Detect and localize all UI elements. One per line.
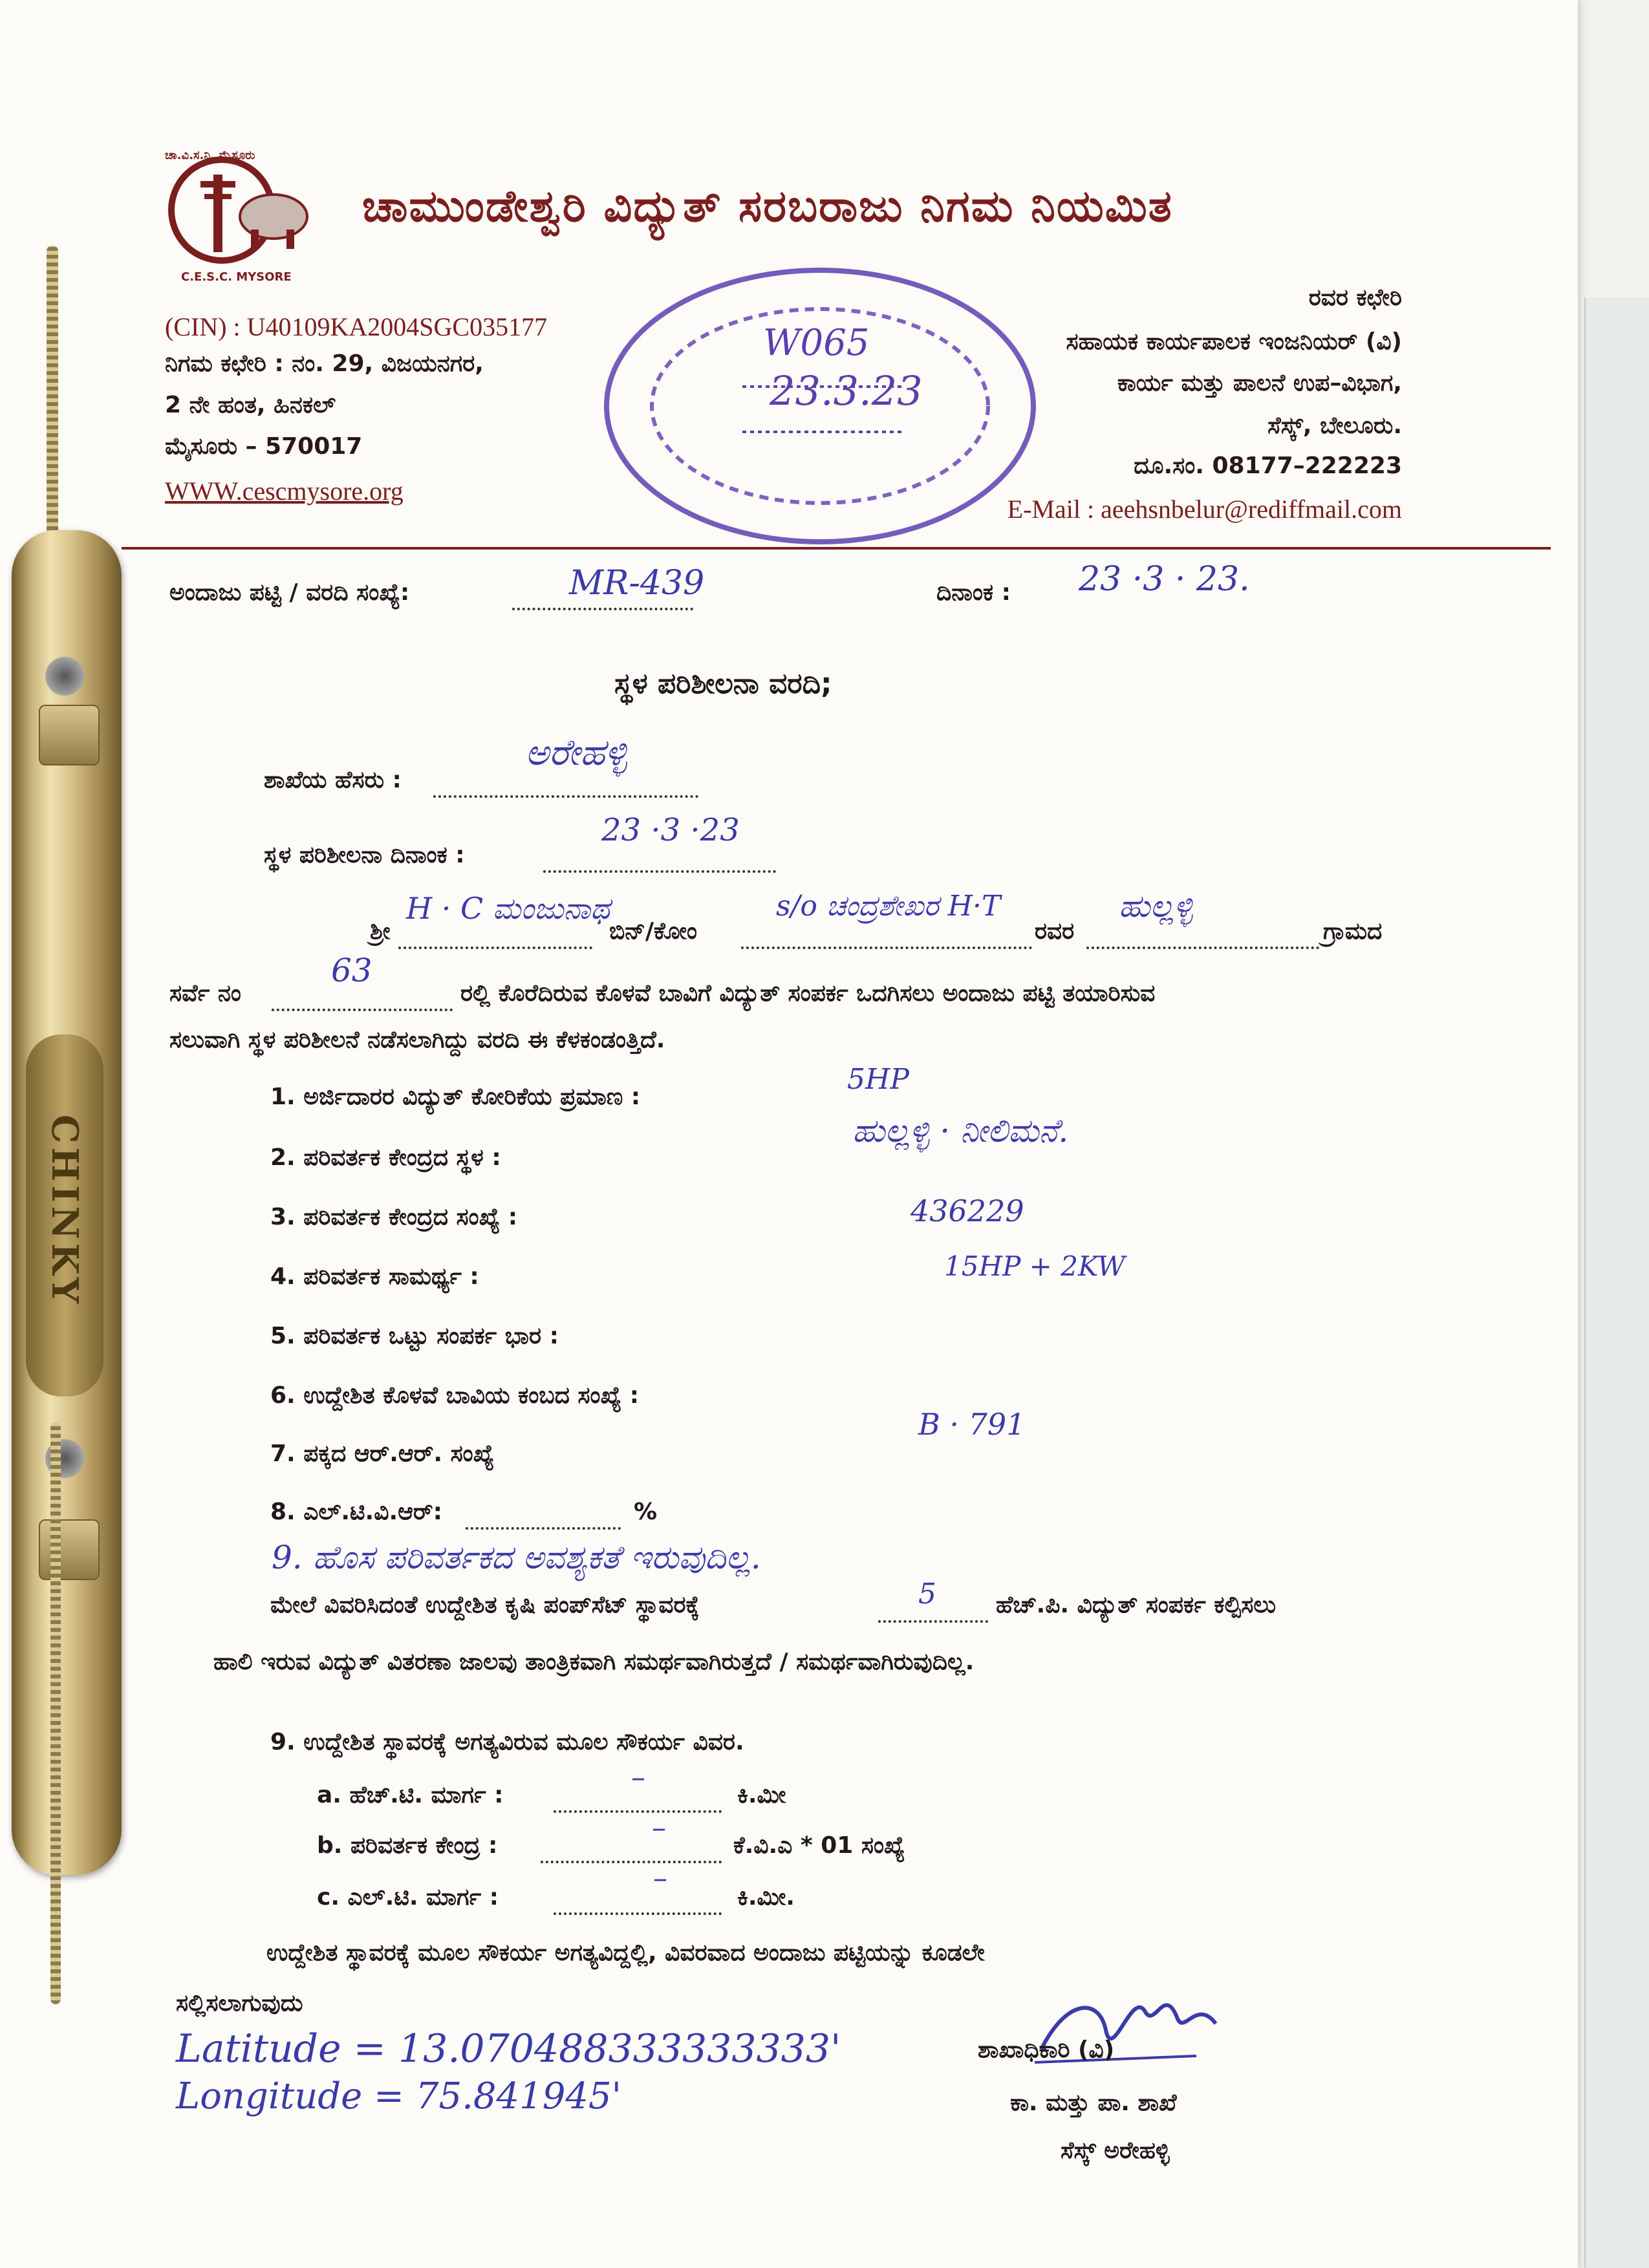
- father-dots: [741, 923, 1032, 949]
- bin-label: ಬಿನ್/ಕೋಂ: [609, 918, 697, 945]
- inspection-date: 23 ·3 ·23: [601, 812, 740, 848]
- binder-brand-plate: [26, 1034, 103, 1396]
- signatory-office: ಸೆಸ್ಕ್ ಅರೇಹಳ್ಳಿ: [1061, 2137, 1170, 2164]
- item-3-value: 436229: [911, 1193, 1024, 1228]
- lt-line-unit: ಕಿ.ಮೀ.: [737, 1884, 795, 1910]
- sri-label: ಶ್ರೀ: [370, 918, 391, 945]
- item-8-label: 8. ಎಲ್.ಟಿ.ವಿ.ಆರ್:: [270, 1499, 442, 1525]
- transformer-value: –: [652, 1812, 666, 1845]
- transformer-label: b. ಪರಿವರ್ತಕ ಕೇಂದ್ರ :: [317, 1832, 498, 1859]
- branch-label: ಶಾಖೆಯ ಹೆಸರು :: [264, 767, 402, 793]
- hp-value: 5: [918, 1578, 936, 1610]
- item-7-label: 7. ಪಕ್ಕದ ಆರ್.ಆರ್. ಸಂಖ್ಯೆ: [270, 1440, 495, 1467]
- report-title: ಸ್ಥಳ ಪರಿಶೀಲನಾ ವರದಿ;: [614, 667, 832, 700]
- applicant-name: H · C ಮಂಜುನಾಥ: [406, 891, 610, 926]
- longitude: Longitude = 75.841945': [176, 2075, 622, 2117]
- binder-rod-bottom: [50, 1422, 61, 2004]
- item-6-label: 6. ಉದ್ದೇಶಿತ ಕೊಳವೆ ಬಾವಿಯ ಕಂಬದ ಸಂಖ್ಯೆ :: [270, 1382, 640, 1409]
- paragraph-line-2: ಸಲುವಾಗಿ ಸ್ಥಳ ಪರಿಶೀಲನೆ ನಡೆಸಲಾಗಿದ್ದು ವರದಿ ಈ ಕೆಳಕಂಡಂತ್ತಿದೆ.: [169, 1027, 665, 1053]
- lt-line-dots: [554, 1889, 722, 1915]
- ravara-label: ರವರ: [1035, 918, 1075, 945]
- branch-name: ಅರೇಹಳ್ಳಿ: [525, 732, 627, 774]
- item-7-value: B · 791: [918, 1407, 1026, 1442]
- village-dots: [1086, 923, 1319, 949]
- ref-number: MR-439: [569, 564, 705, 603]
- lt-line-value: –: [653, 1862, 667, 1895]
- address-right-line-2: ಸಹಾಯಕ ಕಾರ್ಯಪಾಲಕ ಇಂಜನಿಯರ್ (ವಿ): [1066, 328, 1402, 355]
- item-2-value: ಹುಲ್ಲಳ್ಳಿ · ನೀಲಿಮನೆ.: [852, 1112, 1069, 1150]
- infrastructure-heading: 9. ಉದ್ದೇಶಿತ ಸ್ಥಾವರಕ್ಕೆ ಅಗತ್ಯವಿರುವ ಮೂಲ ಸೌಕರ್ಯ ವಿವರ.: [270, 1729, 744, 1755]
- item-1-label: 1. ಅರ್ಜಿದಾರರ ವಿದ್ಯುತ್ ಕೋರಿಕೆಯ ಪ್ರಮಾಣ :: [270, 1084, 641, 1110]
- paragraph-line-1: ರಲ್ಲಿ ಕೊರೆದಿರುವ ಕೊಳವೆ ಬಾವಿಗೆ ವಿದ್ಯುತ್ ಸಂಪರ್ಕ ಒದಗಿಸಲು ಅಂದಾಜು ಪಟ್ಟಿ ತಯಾರಿಸುವ: [460, 980, 1156, 1007]
- feasibility-line-1a: ಮೇಲೆ ವಿವರಿಸಿದಂತೆ ಉದ್ದೇಶಿತ ಕೃಷಿ ಪಂಪ್‌ಸೆಟ್ ಸ್ಥಾವರಕ್ಕೆ: [270, 1592, 700, 1618]
- closing-line-2: ಸಲ್ಲಿಸಲಾಗುವುದು: [176, 1990, 303, 2017]
- logo-caption: C.E.S.C. MYSORE: [181, 270, 292, 284]
- organisation-name: ಚಾಮುಂಡೇಶ್ವರಿ ವಿದ್ಯುತ್ ಸರಬರಾಜು ನಿಗಮ ನಿಯಮಿತ: [362, 181, 1173, 232]
- item-2-label: 2. ಪರಿವರ್ತಕ ಕೇಂದ್ರದ ಸ್ಥಳ :: [270, 1144, 501, 1171]
- survey-dots: [272, 985, 453, 1011]
- ht-line-unit: ಕಿ.ಮೀ: [737, 1782, 786, 1808]
- inspection-date-dots: [543, 844, 776, 873]
- item-1-value: 5HP: [847, 1063, 909, 1096]
- handwritten-note: 9. ಹೊಸ ಪರಿವರ್ತಕದ ಅವಶ್ಯಕತೆ ಇರುವುದಿಲ್ಲ.: [272, 1539, 761, 1576]
- stamp-date: 23.3.23: [770, 367, 923, 414]
- address-right-line-5: ದೂ.ಸಂ. 08177–222223: [1134, 453, 1402, 479]
- binder-tab-top[interactable]: [39, 705, 100, 765]
- binder-brand: CHINKY: [43, 1114, 86, 1307]
- village-name: ಹುಲ್ಲಳ್ಳಿ: [1119, 888, 1193, 925]
- latitude: Latitude = 13.070488333333333': [176, 2026, 841, 2071]
- address-left-line-2: 2 ನೇ ಹಂತ, ಹಿನಕಲ್: [165, 392, 336, 418]
- ht-line-value: –: [631, 1761, 645, 1794]
- item-5-label: 5. ಪರಿವರ್ತಕ ಒಟ್ಟು ಸಂಪರ್ಕ ಭಾರ :: [270, 1323, 559, 1349]
- gramada-label: ಗ್ರಾಮದ: [1323, 918, 1383, 945]
- email-address: E-Mail : aeehsnbelur@rediffmail.com: [1007, 495, 1402, 524]
- cesc-logo: [167, 149, 322, 284]
- stamp-number: W065: [763, 322, 870, 364]
- item-8-suffix: %: [634, 1499, 658, 1525]
- father-name: s/o ಚಂದ್ರಶೇಖರ H·T: [776, 890, 1001, 923]
- punch-hole-top: [45, 657, 84, 696]
- binder-tab-bottom[interactable]: [39, 1519, 100, 1580]
- ht-line-label: a. ಹೆಚ್.ಟಿ. ಮಾರ್ಗ :: [317, 1782, 504, 1808]
- lt-line-label: c. ಎಲ್.ಟಿ. ಮಾರ್ಗ :: [317, 1884, 499, 1910]
- ref-label: ಅಂದಾಜು ಪಟ್ಟಿ / ವರದಿ ಸಂಖ್ಯೆ:: [169, 579, 410, 606]
- report-date: 23 ·3 · 23.: [1079, 560, 1250, 599]
- signatory-title: ಶಾಖಾಧಿಕಾರಿ (ವಿ): [978, 2037, 1115, 2063]
- transformer-unit: ಕೆ.ವಿ.ಎ * 01 ಸಂಖ್ಯೆ: [733, 1832, 905, 1859]
- item-3-label: 3. ಪರಿವರ್ತಕ ಕೇಂದ್ರದ ಸಂಖ್ಯೆ :: [270, 1204, 518, 1230]
- inspection-date-label: ಸ್ಥಳ ಪರಿಶೀಲನಾ ದಿನಾಂಕ :: [264, 842, 465, 868]
- item-4-label: 4. ಪರಿವರ್ತಕ ಸಾಮರ್ಥ್ಯ :: [270, 1263, 479, 1290]
- transformer-dots: [541, 1837, 722, 1863]
- closing-line-1: ಉದ್ದೇಶಿತ ಸ್ಥಾವರಕ್ಕೆ ಮೂಲ ಸೌಕರ್ಯ ಅಗತ್ಯವಿದ್ದಲ್ಲಿ, ವಿವರವಾದ ಅಂದಾಜು ಪಟ್ಟಿಯನ್ನು ಕೂಡಲೇ: [266, 1940, 985, 1966]
- logo-arc-text: ಚಾ.ವಿ.ಸ.ನಿ, ಮೈಸೂರು: [165, 149, 255, 162]
- signatory-branch: ಕಾ. ಮತ್ತು ಪಾ. ಶಾಖೆ: [1010, 2090, 1177, 2116]
- signature: [1028, 1972, 1222, 2095]
- item-8-dots: [466, 1504, 621, 1530]
- date-label: ದಿನಾಂಕ :: [936, 579, 1011, 606]
- address-right-line-4: ಸೆಸ್ಕ್, ಬೇಲೂರು.: [1267, 412, 1402, 439]
- address-left-line-3: ಮೈಸೂರು – 570017: [165, 433, 363, 460]
- address-left-line-1: ನಿಗಮ ಕಛೇರಿ : ನಂ. 29, ವಿಜಯನಗರ,: [165, 350, 484, 377]
- applicant-dots: [398, 923, 592, 949]
- feasibility-line-2: ಹಾಲಿ ಇರುವ ವಿದ್ಯುತ್ ವಿತರಣಾ ಜಾಲವು ತಾಂತ್ರಿಕವಾಗಿ ಸಮರ್ಥವಾಗಿರುತ್ತದೆ / ಸಮರ್ಥವಾಗಿರುವುದಿಲ್ಲ.: [213, 1649, 975, 1675]
- survey-number: 63: [331, 952, 372, 989]
- survey-label: ಸರ್ವೆ ನಂ: [169, 980, 241, 1007]
- address-right-line-1: ರವರ ಕಛೇರಿ: [1308, 284, 1402, 311]
- website-link[interactable]: WWW.cescmysore.org: [165, 476, 404, 506]
- address-right-line-3: ಕಾರ್ಯ ಮತ್ತು ಪಾಲನೆ ಉಪ–ವಿಭಾಗ,: [1117, 370, 1402, 396]
- cin-number: (CIN) : U40109KA2004SGC035177: [165, 312, 548, 341]
- back-sheet-edge: [1584, 297, 1649, 2268]
- item-4-value: 15HP + 2KW: [944, 1250, 1125, 1282]
- feasibility-line-1b: ಹೆಚ್.ಪಿ. ವಿದ್ಯುತ್ ಸಂಪರ್ಕ ಕಲ್ಪಿಸಲು: [996, 1592, 1277, 1618]
